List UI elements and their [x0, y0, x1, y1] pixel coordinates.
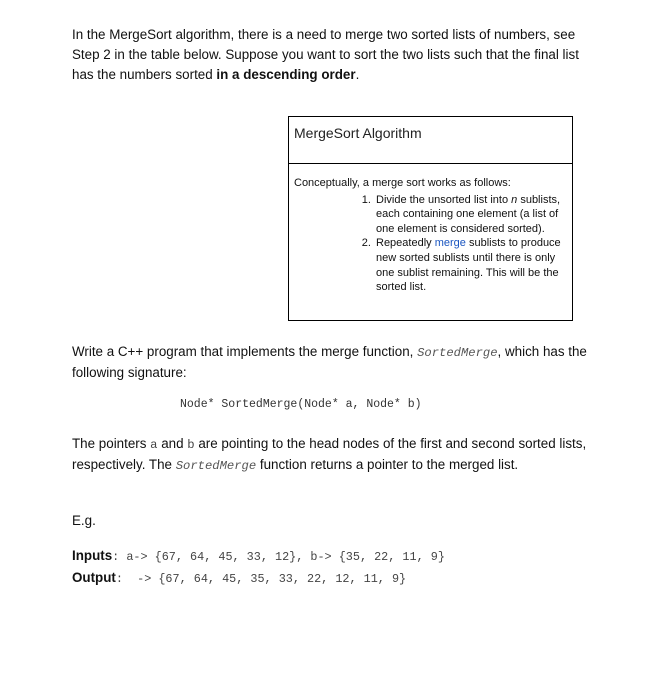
table-lead: Conceptually, a merge sort works as follows: [294, 177, 511, 189]
inputs-label: Inputs [72, 548, 113, 563]
pointer-a: a [150, 438, 158, 452]
task-text: Write a C++ program that implements the merge function, [72, 344, 418, 359]
table-title: MergeSort Algorithm [289, 117, 572, 164]
output-label: Output [72, 570, 116, 585]
step-2-text-rest: sublists to produce new sorted sublists until there is only one sublist remaining. This will be the sorted list. [376, 237, 561, 294]
example-label: E.g. [72, 513, 96, 528]
pointers-and: and [157, 436, 188, 451]
intro-paragraph [72, 25, 592, 85]
inputs-line [72, 548, 445, 564]
pointers-text-mid: are pointing to the head nodes of the first and second sorted lists, respectively. The [72, 436, 587, 472]
intro-bold-text: in a descending order [216, 67, 356, 82]
pointer-b: b [187, 438, 195, 452]
intro-text: In the MergeSort algorithm, there is a need to merge two sorted lists of numbers, see Step 2 in the table below. Suppose you want to sort the two lists such that the final list has the numbers sorted [72, 27, 579, 82]
step-1-text: Divide the unsorted list into [376, 193, 512, 206]
step-1-text-rest: sublists, each containing one element (a list of one element is considered sorted). [376, 193, 561, 235]
mergesort-table [288, 116, 573, 321]
intro-period: . [355, 67, 360, 82]
step-2 [374, 236, 567, 294]
output-value: : -> {67, 64, 45, 35, 33, 22, 12, 11, 9} [115, 572, 407, 586]
output-line [72, 570, 406, 586]
function-signature: Node* SortedMerge(Node* a, Node* b) [180, 398, 422, 411]
step-1 [374, 193, 567, 237]
table-body [289, 164, 572, 295]
pointers-fn-name: SortedMerge [175, 459, 257, 473]
pointers-text: The pointers [72, 436, 151, 451]
task-paragraph [72, 342, 592, 383]
steps-list [294, 193, 567, 295]
task-text-rest: , which has the following signature: [72, 344, 587, 380]
inputs-value: : a-> {67, 64, 45, 33, 12}, b-> {35, 22, 11, 9} [112, 550, 445, 564]
step-1-n: n [511, 193, 518, 206]
merge-link[interactable]: merge [434, 237, 466, 250]
task-fn-name: SortedMerge [417, 346, 498, 360]
pointers-paragraph [72, 434, 592, 476]
step-2-text: Repeatedly [376, 237, 435, 250]
pointers-text-rest: function returns a pointer to the merged list. [256, 457, 519, 472]
